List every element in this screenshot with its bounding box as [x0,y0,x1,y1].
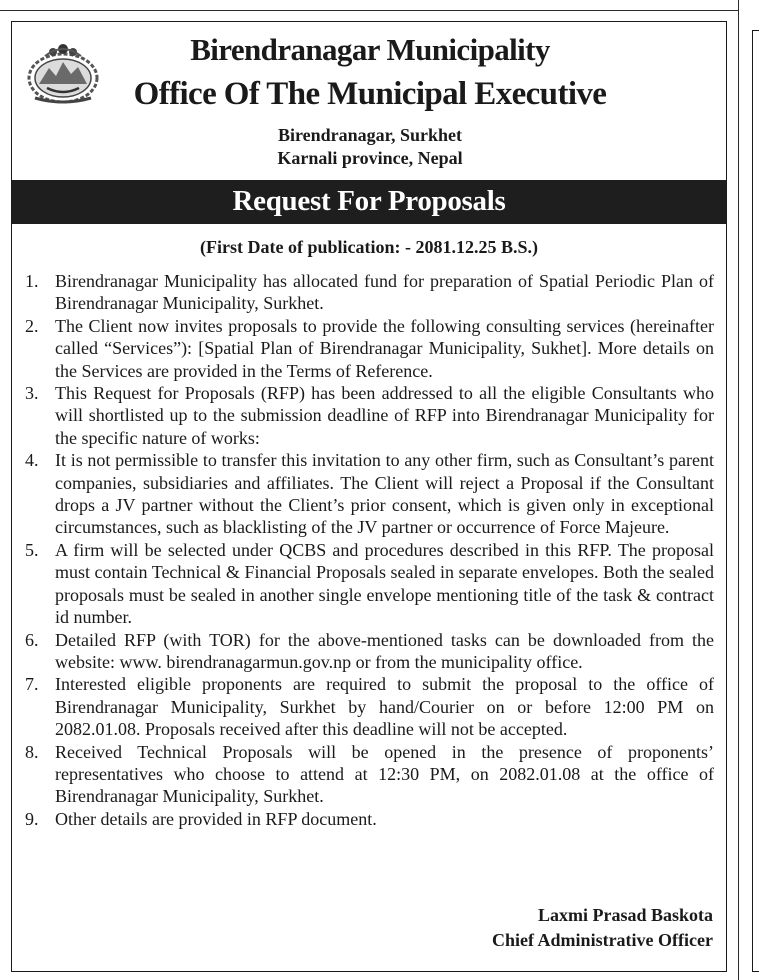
item-number: 3. [25,383,39,404]
rfp-items-list [22,270,714,830]
list-item [22,270,714,315]
signatory-designation: Chief Administrative Officer [492,930,713,950]
item-number: 5. [25,539,39,560]
item-text: Birendranagar Municipality has allocated fund for preparation of Spatial Periodic Plan of Birendranagar Municipality, Surkhet. [55,271,714,314]
item-number: 7. [25,674,39,695]
column-divider [738,0,739,980]
item-number: 6. [25,629,39,650]
item-text: The Client now invites proposals to provide the following consulting services (hereinafter called “Services”): [Spatial Plan of Birendranagar Municipality, Sukhet]. More details on the Services are provided in the Terms of Reference. [55,315,714,381]
office-name: Office Of The Municipal Executive [133,76,607,112]
list-item [22,315,714,382]
address-city: Birendranagar, Surkhet [277,125,463,145]
item-number: 9. [25,808,39,829]
item-text: Interested eligible proponents are required to submit the proposal to the office of Birendranagar Municipality, Surkhet by hand/Courier on or before 12:00 PM on 2082.01.08. Proposals received after this deadline will not be accepted. [55,674,714,740]
item-text: This Request for Proposals (RFP) has been addressed to all the eligible Consultants who will shortlisted up to the submission deadline of RFP into Birendranagar Municipality for the specific nature of works: [55,383,714,448]
list-item [22,539,714,629]
item-text: A firm will be selected under QCBS and procedures described in this RFP. The proposal must contain Technical & Financial Proposals sealed in separate envelopes. Both the sealed proposals must be sealed in another single envelope mentioning title of the task & contract id number. [55,539,714,628]
list-item [22,808,714,830]
item-number: 8. [25,741,39,762]
rfp-banner: Request For Proposals [12,180,726,224]
list-item [22,629,714,674]
list-item [22,449,714,539]
item-number: 2. [25,315,39,336]
item-text: It is not permissible to transfer this invitation to any other firm, such as Consultant’s parent companies, subsidiaries and affiliates. The Client will reject a Proposal if the Consultant drops a JV partner without the Client’s prior consent, which is given only in exceptional circumstances, such as blacklisting of the JV partner or occurrence of Force Majeure. [55,450,714,538]
item-text: Detailed RFP (with TOR) for the above-mentioned tasks can be downloaded from the website: www. birendranagarmun.gov.np or from the municipality office. [55,629,714,672]
publication-date: (First Date of publication: - 2081.12.25 B.S.) [200,237,538,257]
item-text: Other details are provided in RFP document. [55,808,377,829]
item-number: 4. [25,450,39,471]
list-item [22,382,714,449]
nepal-emblem-icon [25,40,101,106]
list-item [22,741,714,808]
signatory-name: Laxmi Prasad Baskota [537,905,713,925]
item-number: 1. [25,271,39,291]
list-item [22,673,714,740]
top-rule [0,10,738,11]
municipality-name: Birendranagar Municipality [190,32,550,67]
adjacent-notice-border [752,30,759,972]
address-province: Karnali province, Nepal [277,148,463,168]
item-text: Received Technical Proposals will be opened in the presence of proponents’ representatives who choose to attend at 12:30 PM, on 2082.01.08 at the office of Birendranagar Municipality, Surkhet. [55,741,714,807]
